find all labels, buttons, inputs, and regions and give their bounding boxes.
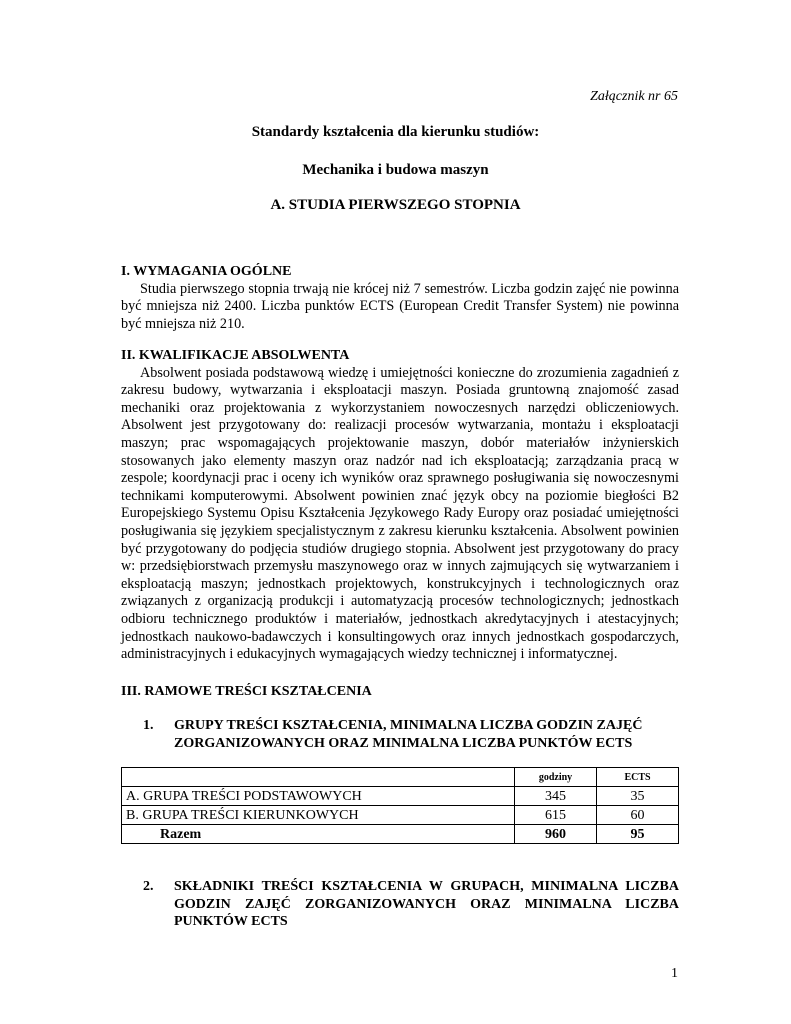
table-cell: 95 — [597, 825, 679, 844]
subsection-number: 1. — [143, 718, 154, 733]
section-general-requirements — [121, 263, 679, 333]
table-cell: 615 — [515, 806, 597, 825]
table-cell: 35 — [597, 787, 679, 806]
subsection-heading-2 — [143, 878, 679, 931]
table-header-row — [122, 768, 679, 787]
content-groups-table — [121, 767, 679, 844]
table-header-cell: ECTS — [597, 768, 679, 787]
subsection-heading-text: SKŁADNIKI TREŚCI KSZTAŁCENIA W GRUPACH, MINIMALNA LICZBA GODZIN ZAJĘĆ ZORGANIZOWANYCH ORAZ MINIMALNA LICZBA PUNKTÓW ECTS — [174, 879, 679, 930]
table-cell: A. GRUPA TREŚCI PODSTAWOWYCH — [122, 787, 515, 806]
table-header-cell: godziny — [515, 768, 597, 787]
section-paragraph: Absolwent posiada podstawową wiedzę i umiejętności konieczne do zrozumienia zagadnień z zakresu budowy, wytwarzania i eksploatacji maszyn. Posiada gruntowną znajomość zasad mechaniki oraz projektowania z wykorzystaniem nowoczesnych narzędzi obliczeniowych. Absolwent jest przygotowany do: realizacji procesów wytwarzania, montażu i eksploatacji maszyn; prac wspomagających projektowanie maszyn, dobór materiałów inżynierskich stosowanych jako elementy maszyn oraz nadzór nad ich eksploatacją; zarządzania pracą w zespole; koordynacji prac i oceny ich wyników oraz sprawnego posługiwania się nowoczesnymi technikami komputerowymi. Absolwent powinien znać język obcy na poziomie biegłości B2 Europejskiego Systemu Opisu Kształcenia Językowego Rady Europy oraz posiadać umiejętności posługiwania się językiem specjalistycznym z zakresu kierunku kształcenia. Absolwent powinien być przygotowany do podjęcia studiów drugiego stopnia. Absolwent jest przygotowany do pracy w: przedsiębiorstwach przemysłu maszynowego oraz w innych zajmujących się wytwarzaniem i eksploatacją maszyn; jednostkach projektowych, konstrukcyjnych i technologicznych oraz związanych z organizacją produkcji i automatyzacją procesów technologicznych; jednostkach odbioru technicznego produktów i materiałów, jednostkach akredytacyjnych i atestacyjnych; jednostkach naukowo-badawczych i konsultingowych oraz innych jednostkach gospodarczych, administracyjnych i edukacyjnych wymagających wiedzy technicznej i informatycznej. — [121, 364, 679, 663]
section-heading: II. KWALIFIKACJE ABSOLWENTA — [121, 348, 350, 363]
section-heading: III. RAMOWE TREŚCI KSZTAŁCENIA — [121, 684, 372, 699]
table-cell: Razem — [122, 825, 515, 844]
table-cell: 60 — [597, 806, 679, 825]
document-title: Standardy kształcenia dla kierunku studiów: — [251, 124, 540, 140]
section-graduate-qualifications — [121, 347, 679, 664]
subsection-heading-line: GRUPY TREŚCI KSZTAŁCENIA, MINIMALNA LICZBA GODZIN ZAJĘĆ — [174, 718, 643, 733]
table-header-cell — [122, 768, 515, 787]
attachment-label: Załącznik nr 65 — [590, 89, 678, 104]
table-row — [122, 806, 679, 825]
table-total-row — [122, 825, 679, 844]
field-of-study-title: Mechanika i budowa maszyn — [302, 162, 489, 178]
table-cell: 960 — [515, 825, 597, 844]
subsection-heading-line: ZORGANIZOWANYCH ORAZ MINIMALNA LICZBA PUNKTÓW ECTS — [174, 735, 633, 751]
section-heading: I. WYMAGANIA OGÓLNE — [121, 264, 292, 279]
subsection-number: 2. — [143, 879, 154, 894]
study-level-title: A. STUDIA PIERWSZEGO STOPNIA — [270, 197, 521, 213]
page-number: 1 — [671, 966, 678, 981]
table-cell: 345 — [515, 787, 597, 806]
table-row — [122, 787, 679, 806]
section-paragraph: Studia pierwszego stopnia trwają nie krócej niż 7 semestrów. Liczba godzin zajęć nie powinna być mniejsza niż 2400. Liczba punktów ECTS (European Credit Transfer System) nie powinna być mniejsza niż 210. — [121, 280, 679, 332]
table-cell: B. GRUPA TREŚCI KIERUNKOWYCH — [122, 806, 515, 825]
section-curriculum-framework — [121, 683, 679, 701]
subsection-heading-1 — [143, 717, 679, 752]
